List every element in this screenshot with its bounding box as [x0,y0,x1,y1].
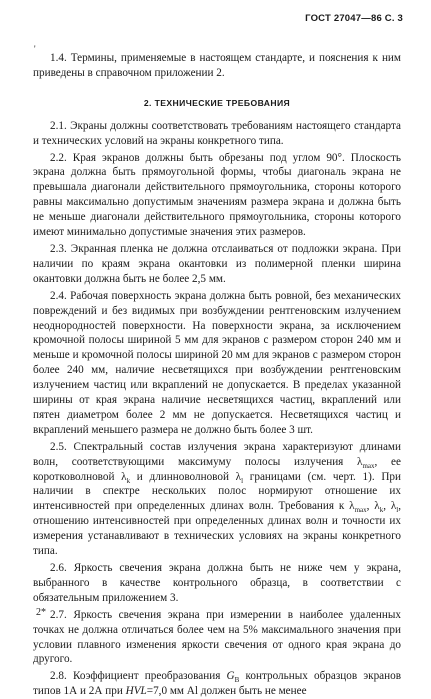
clause-2-1: 2.1. Экраны должны соответствовать требованиям настоящего стандарта и технических условий на экраны конкретного типа. [33,119,401,147]
clause-2-5-text: , ее коротковолновой λ [33,455,401,483]
clause-1-4: 1.4. Термины, применяемые в настоящем стандарте, и пояснения к ним приведены в справочном приложении 2. [33,52,401,79]
lambda-l-sub: l [241,476,244,485]
page-header: ГОСТ 27047—86 С. 3 [305,13,403,24]
clause-2-6: 2.6. Яркость свечения экрана должна быть не ниже чем у экрана, выбранного в качестве контрольного образца, в соответствии с обязательным приложением 3. [33,562,401,604]
clause-2-2: 2.2. Края экранов должны быть обрезаны под углом 90°. Плоскость экрана должна быть прямоугольной формы, чтобы диагональ экрана не превышала диагонали действительного прямоугольника, стороны которого равны максимально допустимым значениям размера экрана и должна быть не меньше диагонали действительного прямоугольника, стороны которого имеют минимально допустимые значения этих размеров. [33,151,401,239]
lambda-max-sub: max [354,506,367,515]
clause-2-8 [33,669,401,699]
clause-2-5-text: границами (см. черт. 1). При наличии в спектре нескольких полос нормируют отношение их интенсивностей при определенных длинах волн. Требования к λ [33,470,401,513]
clause-2-8-text: контрольных образцов экранов типов 1А и 2А при [33,670,401,698]
clause-2-5-text: , λ [366,500,380,513]
margin-mark: ' [34,44,36,54]
section-heading: 2. ТЕХНИЧЕСКИЕ ТРЕБОВАНИЯ [143,97,291,108]
page-footer-mark: 2* [36,607,46,618]
clause-2-3: 2.3. Экранная пленка не должна отслаиваться от подложки экрана. При наличии по краям экрана окантовки из полимерной пленки ширина окантовки должна быть не более 2,5 мм. [33,242,401,285]
clause-2-5-text: и длинноволновой λ [130,470,242,483]
document-body [33,51,401,699]
clause-2-7: 2.7. Яркость свечения экрана при измерении в наиболее удаленных точках не должна отличаться более чем на 5% максимального значения при условии плавного изменения яркости свечения от одного края экрана до другого. [33,608,401,666]
clause-2-5-text: , отношению интенсивностей при определенных длинах волн и точности их измерения устанавливают в технических условиях на экраны конкретного типа. [33,500,401,558]
lambda-k-sub: k [126,476,131,485]
hvl-symbol: HVL [125,685,147,698]
lambda-k-sub: k [379,506,384,515]
clause-2-4: 2.4. Рабочая поверхность экрана должна быть ровной, без механических повреждений и без видимых при возбуждении рентгеновским излучением неоднородностей поверхности. На поверхности экрана, за исключением кромочной полосы шириной 5 мм для экранов с размером сторон 240 мм и меньше и кромочной полосы шириной 20 мм для экранов с размером сторон более 240 мм, наличие несветящихся при возбуждении рентгеновским излучением частиц или вкраплений не допускается. В пределах указанной ширины от края экрана наличие несветящихся частиц, вкраплений или пятен диаметром более 2 мм не допускается. Несветящихся частиц и вкраплений меньшего размера не должно быть более 3 шт. [33,289,401,436]
clause-2-5-text: 2.5. Спектральный состав излучения экрана характеризуют длинами волн, соответствующими максимуму полосы излучения λ [33,440,401,468]
lambda-l-sub: l [396,506,399,515]
clause-2-8-text: =7,0 мм Al должен быть не менее [146,685,307,698]
g-sub: B [234,676,240,685]
clause-2-8-text: 2.8. Коэффициент преобразования [50,670,227,683]
clause-2-5 [33,440,401,559]
lambda-max-sub: max [362,461,375,470]
g-symbol: G [226,670,235,683]
clause-2-5-text: , λ [383,500,397,513]
